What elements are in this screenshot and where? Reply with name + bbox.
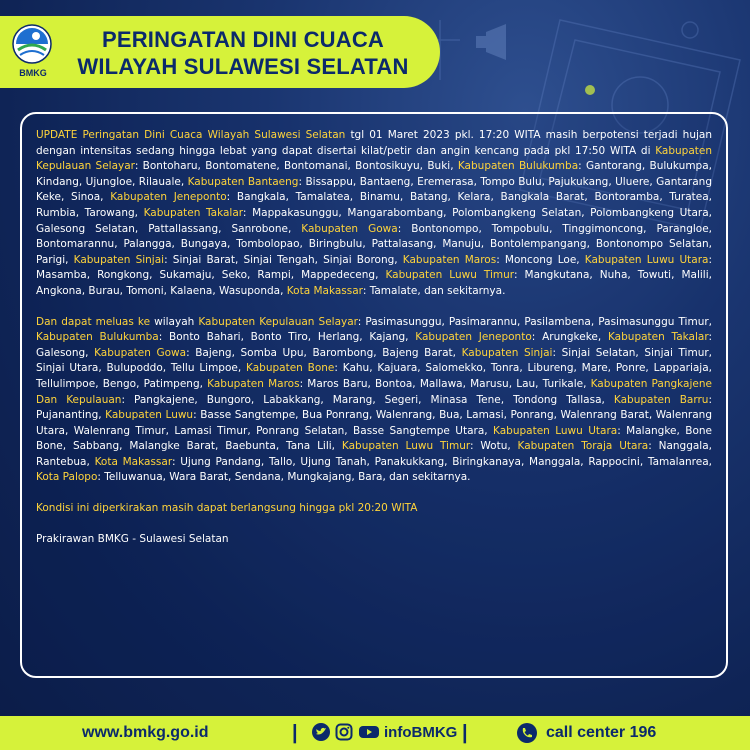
district-list: : Nanggala, Rantebua, <box>36 440 712 468</box>
forecaster-credit: Prakirawan BMKG - Sulawesi Selatan <box>36 532 229 545</box>
district-list: : Wotu, <box>469 440 518 453</box>
region-name: Kabupaten Luwu Timur <box>385 269 514 282</box>
district-list: : Pasimasunggu, Pasimarannu, Pasilambena, Pasimasunggu Timur, <box>357 315 713 328</box>
region-name: Dan dapat meluas ke <box>36 315 151 328</box>
twitter-icon[interactable] <box>312 723 330 746</box>
district-list: : Basse Sangtempe, Bua Ponrang, Walenrang, Bua, Lamasi, Ponrang, Walenrang Barat, Walenrang Utara, Walenrang Timur, Lamasi Timur, Ponrang Selatan, Basse Sangtempe Utara, <box>36 409 713 437</box>
region-name: Kota Palopo <box>36 471 98 484</box>
call-center-number[interactable]: call center 196 <box>546 724 657 741</box>
district-list: : Malangke, Bone Bone, Sabbang, Malangke Barat, Baebunta, Tana Lili, <box>36 424 713 453</box>
district-list: : Bajeng, Somba Upu, Barombong, Bajeng Barat, <box>186 346 462 359</box>
district-list: : Masamba, Rongkong, Sukamaju, Seko, Rampi, Mappedeceng, <box>36 253 713 282</box>
region-name: Kabupaten Sinjai <box>461 346 553 359</box>
page-title-line-2: WILAYAH SULAWESI SELATAN <box>77 54 409 79</box>
district-list: : Telluwanua, Wara Barat, Sendana, Mungkajang, Bara, dan sekitarnya. <box>97 471 471 484</box>
region-name: Kabupaten Luwu Utara <box>493 424 618 437</box>
footer-divider: | <box>462 722 468 744</box>
footer-divider: | <box>292 722 298 744</box>
region-name: Kabupaten Jeneponto <box>415 331 532 344</box>
whatsapp-phone-icon <box>516 722 538 749</box>
district-list: : Maros Baru, Bontoa, Mallawa, Marusu, Lau, Turikale, <box>299 377 591 390</box>
youtube-icon[interactable] <box>358 723 380 746</box>
district-list: : Pujananting, <box>36 393 712 422</box>
district-list: : Bonto Bahari, Bonto Tiro, Herlang, Kajang, <box>158 331 416 344</box>
district-list: : Sinjai Barat, Sinjai Tengah, Sinjai Borong, <box>164 253 403 266</box>
region-name: Kota Makassar <box>286 284 363 297</box>
region-name: Kabupaten Bantaeng <box>187 175 299 188</box>
district-list: : Sinjai Selatan, Sinjai Timur, Sinjai Utara, Bulupoddo, Tellu Limpoe, <box>36 346 713 375</box>
region-name: Kabupaten Kepulauan Selayar <box>198 315 358 328</box>
region-name: Kabupaten Sinjai <box>73 253 165 266</box>
region-name: Kabupaten Gowa <box>94 346 187 359</box>
warning-paragraph-1 <box>36 128 712 300</box>
district-list: tgl 01 Maret 2023 pkl. 17:20 WITA masih berpotensi terjadi hujan dengan intensitas sedang hingga lebat yang dapat disertai kilat/petir dan angin kencang pada pkl 17:50 WITA di <box>36 129 713 157</box>
district-list: : Pangkajene, Bungoro, Labakkang, Marang, Segeri, Minasa Tene, Tondong Tallasa, <box>121 393 614 406</box>
district-list: : Moncong Loe, <box>496 253 585 266</box>
region-name: Kabupaten Pangkajene Dan Kepulauan <box>36 377 712 406</box>
district-list: : Mappakasunggu, Mangarabombang, Polombangkeng Selatan, Polombangkeng Utara, Galesong Selatan, Pattallassang, Sanrobone, <box>36 206 712 235</box>
district-list: : Tamalate, dan sekitarnya. <box>362 284 506 297</box>
warning-paragraph-2 <box>36 315 712 487</box>
region-name: Kabupaten Bulukumba <box>457 160 579 173</box>
region-name: Kabupaten Kepulauan Selayar <box>36 144 712 173</box>
region-name: Kabupaten Toraja Utara <box>517 440 649 453</box>
district-list: : Bangkala, Tamalatea, Binamu, Batang, Kelara, Bangkala Barat, Bontoramba, Turatea, Rumbia, Tarowang, <box>36 191 712 219</box>
region-name: Kabupaten Bulukumba <box>36 331 159 344</box>
logo-text: BMKG <box>19 68 47 78</box>
region-name: UPDATE Peringatan Dini Cuaca Wilayah Sulawesi Selatan <box>36 129 346 141</box>
instagram-icon[interactable] <box>335 723 353 746</box>
region-name: Kabupaten Takalar <box>143 206 243 219</box>
social-icons <box>312 723 380 746</box>
district-list: : Bissappu, Bantaeng, Eremerasa, Tompo Bulu, Pajukukang, Uluere, Gantarang Keke, Sinoa, <box>36 175 712 204</box>
region-name: Kabupaten Maros <box>402 253 497 266</box>
website-link[interactable]: www.bmkg.go.id <box>82 724 209 741</box>
district-list: : Ujung Pandang, Tallo, Ujung Tanah, Panakukkang, Biringkanaya, Manggala, Rappocini, Tamalanrea, <box>171 455 713 468</box>
region-name: Kabupaten Maros <box>207 377 300 390</box>
region-name: Kabupaten Takalar <box>607 331 709 344</box>
district-list: : Bontoharu, Bontomatene, Bontomanai, Bontosikuyu, Buki, <box>134 160 458 173</box>
social-handle[interactable]: infoBMKG <box>384 724 458 741</box>
district-list: : Gantorang, Bulukumpa, Kindang, Ujungloe, Rilauale, <box>36 160 712 188</box>
bmkg-logo-icon <box>12 22 52 74</box>
district-list: : Bontonompo, Tompobulu, Tinggimoncong, Parangloe, Bontomarannu, Palangga, Bungaya, Tombolopao, Biringbulu, Pattalasang, Manuju, Bontolempangang, Bontonompo Selatan, Parigi, <box>36 222 712 266</box>
warning-content-panel <box>20 112 728 678</box>
district-list: : Arungkeke, <box>531 331 608 344</box>
region-name: Kota Makassar <box>94 455 172 468</box>
footer-bar <box>0 716 750 750</box>
region-name: Kabupaten Luwu <box>105 409 194 422</box>
district-list: : Galesong, <box>36 331 713 359</box>
region-name: Kabupaten Bone <box>246 362 335 375</box>
district-list: : Kahu, Kajuara, Salomekko, Tonra, Libureng, Mare, Ponre, Lappariaja, Tellulimpoe, Bengo, Patimpeng, <box>36 362 712 390</box>
region-name: Kabupaten Luwu Timur <box>341 440 470 453</box>
region-name: Kabupaten Gowa <box>301 222 398 235</box>
district-list: : Mangkutana, Nuha, Towuti, Malili, Angkona, Burau, Tomoni, Kalaena, Wasuponda, <box>36 269 712 297</box>
closing-statement: Kondisi ini diperkirakan masih dapat berlangsung hingga pkl 20:20 WITA <box>36 502 418 515</box>
region-name: Kabupaten Luwu Utara <box>584 253 709 266</box>
district-list: wilayah <box>150 315 199 328</box>
page-title-line-1: PERINGATAN DINI CUACA <box>101 27 385 52</box>
region-name: Kabupaten Barru <box>613 393 709 406</box>
region-name: Kabupaten Jeneponto <box>110 191 227 204</box>
